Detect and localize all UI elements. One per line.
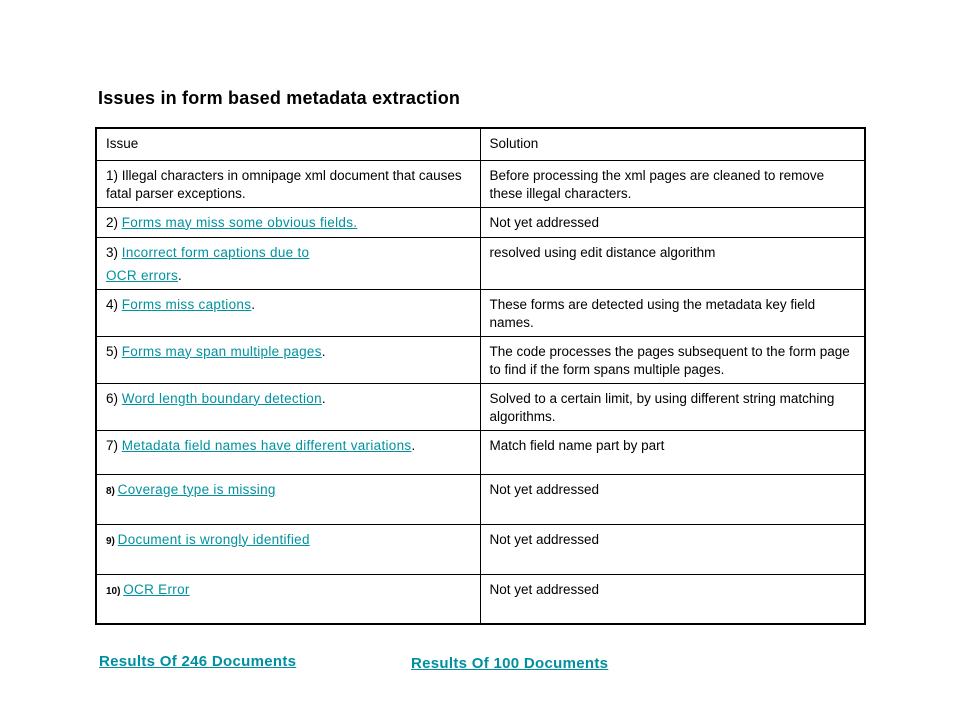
issue-number: 5): [106, 343, 122, 359]
issue-number: 3): [106, 244, 122, 260]
issues-table: [95, 127, 866, 625]
issue-cell: [96, 207, 480, 237]
table-row: [96, 336, 865, 383]
issue-link-ocr-errors[interactable]: OCR errors: [106, 267, 179, 283]
issue-suffix: .: [321, 343, 326, 359]
table-row: [96, 574, 865, 624]
table-row: [96, 160, 865, 207]
table-row: [96, 289, 865, 336]
issue-cell: [96, 160, 480, 207]
issue-link-document-identified[interactable]: Document is wrongly identified: [117, 531, 310, 547]
issue-text: 1) Illegal characters in omnipage xml document that causes fatal parser exceptions.: [106, 167, 462, 201]
issue-suffix: .: [411, 437, 416, 453]
issue-link-ocr-error[interactable]: OCR Error: [123, 581, 190, 597]
issue-number: 9): [106, 535, 118, 547]
table-row: [96, 430, 865, 474]
issue-cell: [96, 574, 480, 624]
table-row: [96, 237, 865, 289]
solution-cell: Not yet addressed: [480, 524, 865, 574]
table-row: [96, 524, 865, 574]
solution-cell: These forms are detected using the metadata key field names.: [480, 289, 865, 336]
issue-cell: [96, 336, 480, 383]
page-title: Issues in form based metadata extraction: [98, 88, 461, 108]
issue-link-missing-fields[interactable]: Forms may miss some obvious fields.: [121, 214, 358, 230]
issue-number: 8): [106, 485, 118, 497]
issue-suffix: .: [321, 390, 326, 406]
solution-cell: Not yet addressed: [480, 474, 865, 524]
table-row: [96, 207, 865, 237]
results-246-link[interactable]: Results Of 246 Documents: [99, 653, 297, 670]
issue-cell: [96, 524, 480, 574]
issue-number: 10): [106, 585, 124, 597]
solution-cell: The code processes the pages subsequent to the form page to find if the form spans multiple pages.: [480, 336, 865, 383]
issue-suffix: .: [251, 296, 256, 312]
issue-cell: [96, 237, 480, 289]
issue-cell: [96, 383, 480, 430]
solution-cell: Before processing the xml pages are cleaned to remove these illegal characters.: [480, 160, 865, 207]
issue-cell: [96, 289, 480, 336]
issue-number: 7): [106, 437, 122, 453]
issue-link-miss-captions[interactable]: Forms miss captions: [121, 296, 252, 312]
solution-cell: Solved to a certain limit, by using different string matching algorithms.: [480, 383, 865, 430]
solution-cell: Not yet addressed: [480, 207, 865, 237]
table-row: [96, 383, 865, 430]
issue-cell: [96, 474, 480, 524]
issue-suffix: .: [178, 267, 182, 283]
solution-cell: Match field name part by part: [480, 430, 865, 474]
issue-number: 6): [106, 390, 122, 406]
solution-cell: resolved using edit distance algorithm: [480, 237, 865, 289]
issue-number: 2): [106, 214, 122, 230]
issue-number: 4): [106, 296, 122, 312]
header-issue: Issue: [96, 128, 480, 160]
solution-cell: Not yet addressed: [480, 574, 865, 624]
issue-link-field-variations[interactable]: Metadata field names have different variations: [121, 437, 412, 453]
table-row: [96, 474, 865, 524]
issue-link-coverage-type[interactable]: Coverage type is missing: [117, 481, 276, 497]
table-header-row: [96, 128, 865, 160]
results-100-link[interactable]: Results Of 100 Documents: [411, 655, 609, 672]
header-solution: Solution: [480, 128, 865, 160]
issue-cell: [96, 430, 480, 474]
issue-link-incorrect-captions[interactable]: Incorrect form captions due to: [121, 244, 310, 260]
issue-link-multiple-pages[interactable]: Forms may span multiple pages: [121, 343, 322, 359]
issue-link-word-length[interactable]: Word length boundary detection: [121, 390, 322, 406]
